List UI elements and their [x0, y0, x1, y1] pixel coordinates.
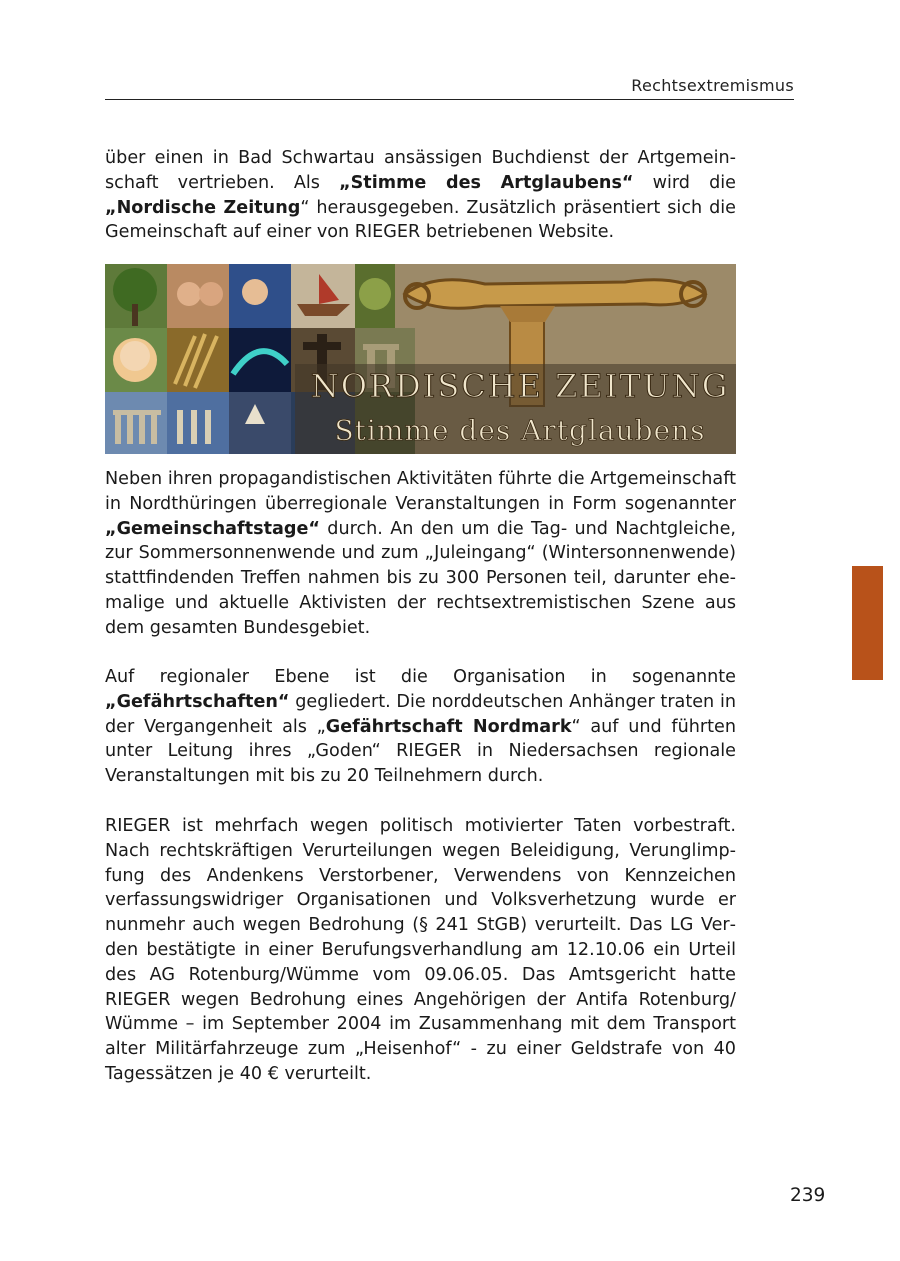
- text-run: wird die: [633, 172, 736, 193]
- nordische-zeitung-banner-image: [105, 264, 736, 454]
- header-title: Rechtsextremismus: [631, 76, 794, 95]
- running-header: [105, 74, 794, 100]
- banner-title-text: NORDISCHE ZEITUNG: [310, 367, 730, 405]
- text-run: gegliedert. Die norddeutschen Anhänger traten in der Vergangenheit als „: [105, 691, 736, 737]
- bold-term: „Nordische Zeitung: [105, 197, 301, 218]
- text-run: durch. An den um die Tag- und Nachtgleiche, zur Sommersonnenwende und zum „Juleingang“ (Wintersonnenwende) stattfindenden Treffen nahmen bis zu 300 Personen teil, darunter ehemalige und aktuelle Aktivisten der rechtsextremistischen Szene aus dem gesamten Bundesgebiet.: [105, 518, 736, 638]
- text-run: Auf regionaler Ebene ist die Organisation in sogenannte: [105, 667, 736, 687]
- paragraph-4: [105, 814, 736, 1087]
- text-run: über einen in Bad Schwartau ansässigen Buchdienst der Artgemeinschaft vertrieben. Als: [105, 148, 736, 193]
- bold-term: „Gemeinschaftstage“: [105, 518, 320, 539]
- bold-term: „Gefährtschaften“: [105, 691, 290, 712]
- text-run: “ auf und führten unter Leitung ihres „Goden“ RIEGER in Niedersachsen regionale Veranstaltungen mit bis zu 20 Teilnehmern durch.: [105, 716, 736, 787]
- chapter-thumb-tab: [852, 566, 883, 680]
- text-run: Neben ihren propagandistischen Aktivitäten führte die Artgemeinschaft in Nordthüringen überregionale Veranstaltungen in Form sogenannter: [105, 469, 736, 514]
- text-run: RIEGER ist mehrfach wegen politisch motivierter Taten vorbestraft. Nach rechtskräftigen Verurteilungen wegen Beleidigung, Verunglimpfung des Andenkens Verstorbener, Verwendens von Kennzeichen verfassungswidriger Organisationen und Volksverhetzung wurde er nunmehr auch wegen Bedrohung (§ 241 StGB) verurteilt. Das LG Verden bestätigte in einer Berufungsverhandlung am 12.10.06 ein Urteil des AG Rotenburg/Wümme vom 09.06.05. Das Amtsgericht hatte RIEGER wegen Bedrohung eines Angehörigen der Antifa Rotenburg/ Wümme – im September 2004 im Zusammenhang mit dem Transport alter Militärfahrzeuge zum „Heisenhof“ - zu einer Geldstrafe von 40 Tagessätzen je 40 € verurteilt.: [105, 816, 736, 1084]
- bold-term: Gefährtschaft Nordmark: [325, 716, 572, 737]
- page-number: 239: [790, 1185, 826, 1206]
- text-run: “ herausgegeben. Zusätzlich präsentiert sich die Gemeinschaft auf einer von RIEGER betriebenen Website.: [105, 197, 736, 243]
- bold-term: „Stimme des Artglaubens“: [339, 172, 634, 193]
- paragraph-2: [105, 467, 736, 641]
- paragraph-1: [105, 146, 736, 245]
- banner-subtitle-text: Stimme des Artglaubens: [334, 414, 706, 447]
- paragraph-3: [105, 665, 736, 789]
